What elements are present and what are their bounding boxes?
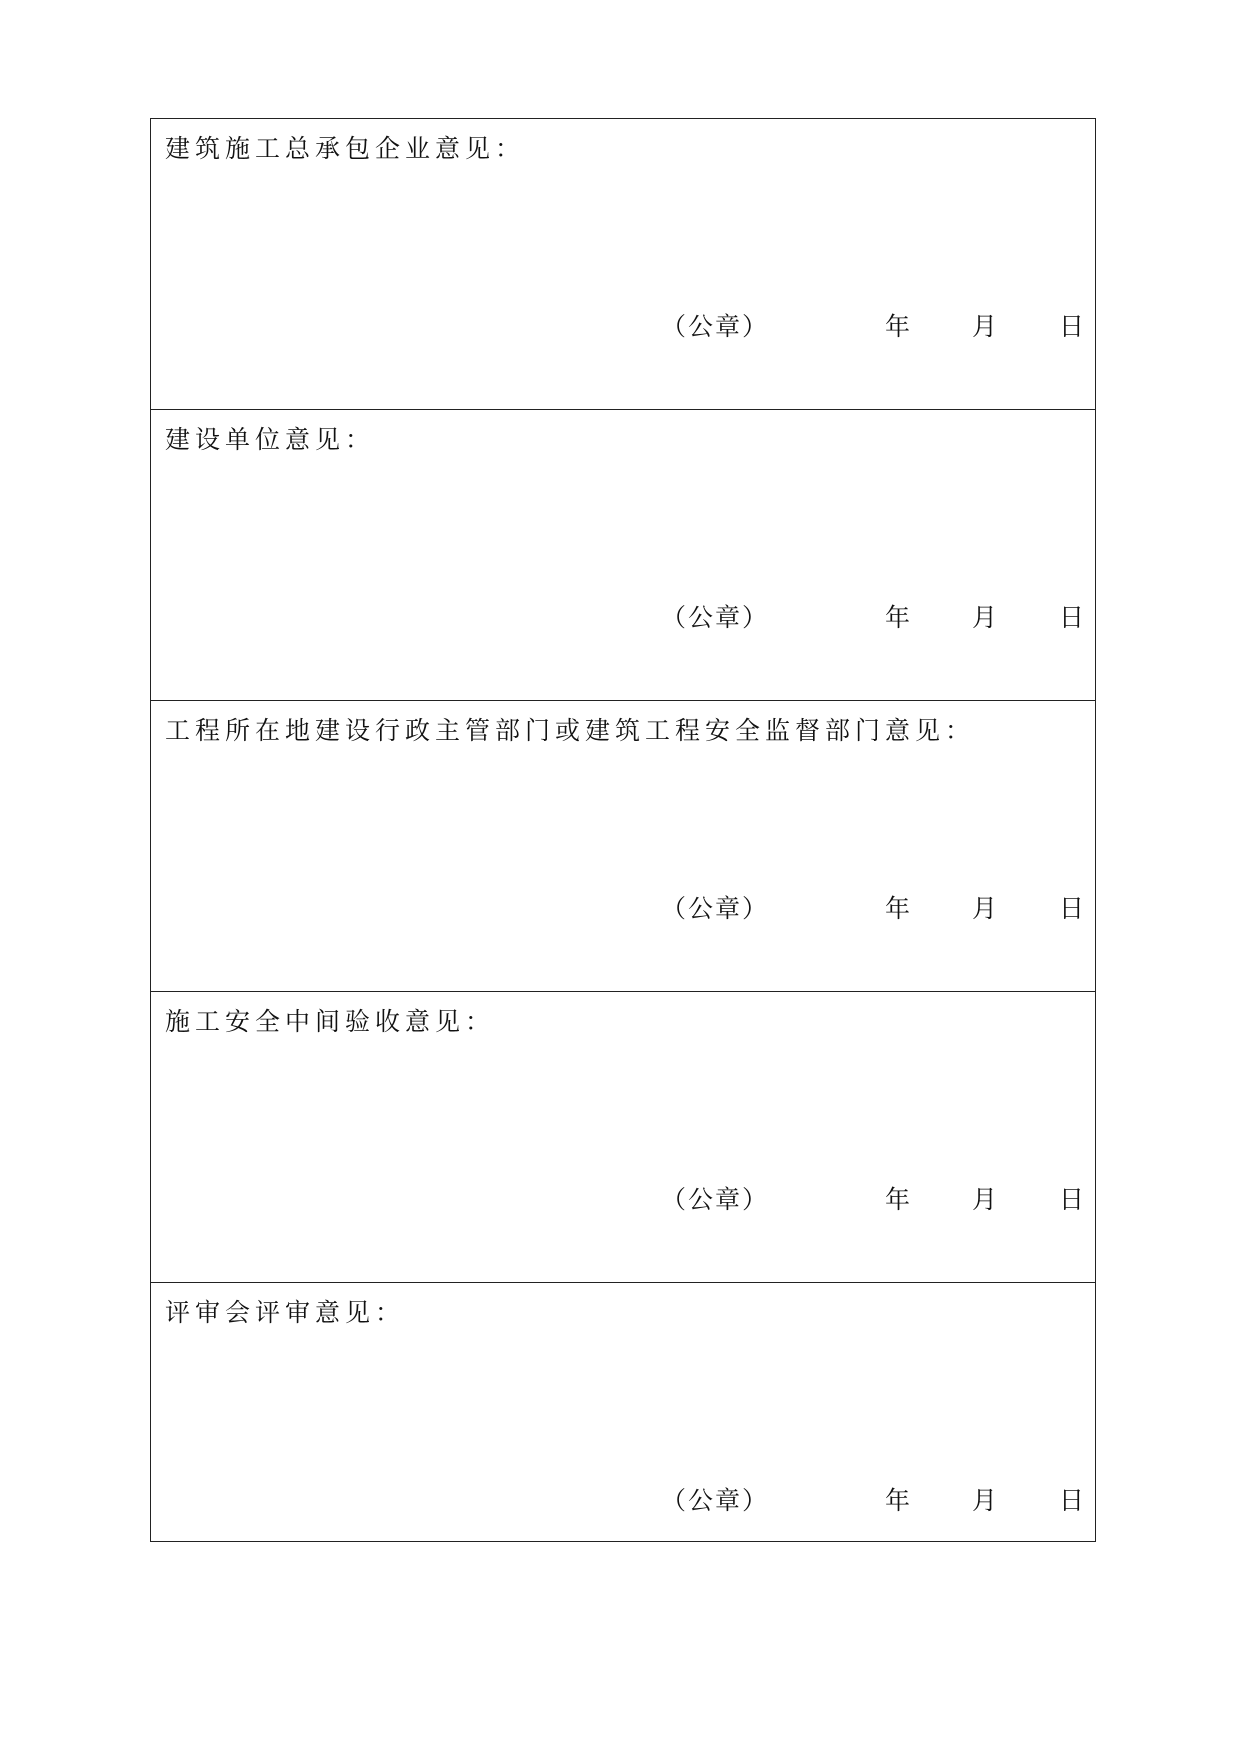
signoff-line bbox=[151, 598, 1095, 632]
signoff-line bbox=[151, 1180, 1095, 1214]
date-year-label: 年 bbox=[885, 1486, 911, 1515]
date-year-label: 年 bbox=[885, 1185, 911, 1214]
row-label: 工程所在地建设行政主管部门或建筑工程安全监督部门意见： bbox=[165, 716, 976, 745]
seal-label: （公章） bbox=[661, 312, 770, 341]
date-month-label: 月 bbox=[972, 1486, 998, 1515]
date-day-label: 日 bbox=[1059, 1486, 1085, 1515]
review-panel-opinion-row[interactable] bbox=[151, 1283, 1095, 1541]
row-label: 建设单位意见： bbox=[165, 425, 376, 454]
seal-label: （公章） bbox=[661, 1185, 770, 1214]
date-month-label: 月 bbox=[972, 603, 998, 632]
seal-label: （公章） bbox=[661, 1486, 770, 1515]
date-month-label: 月 bbox=[972, 1185, 998, 1214]
date-day-label: 日 bbox=[1059, 312, 1085, 341]
seal-label: （公章） bbox=[661, 894, 770, 923]
row-label: 施工安全中间验收意见： bbox=[165, 1007, 496, 1036]
seal-label: （公章） bbox=[661, 603, 770, 632]
date-day-label: 日 bbox=[1059, 894, 1085, 923]
date-year-label: 年 bbox=[885, 894, 911, 923]
signoff-line bbox=[151, 889, 1095, 923]
date-month-label: 月 bbox=[972, 894, 998, 923]
row-label: 评审会评审意见： bbox=[165, 1298, 406, 1327]
signoff-line bbox=[151, 1481, 1095, 1515]
row-label: 建筑施工总承包企业意见： bbox=[165, 134, 526, 163]
date-month-label: 月 bbox=[972, 312, 998, 341]
date-day-label: 日 bbox=[1059, 603, 1085, 632]
contractor-opinion-row[interactable] bbox=[151, 119, 1095, 410]
owner-opinion-row[interactable] bbox=[151, 410, 1095, 701]
date-year-label: 年 bbox=[885, 312, 911, 341]
interim-acceptance-opinion-row[interactable] bbox=[151, 992, 1095, 1283]
opinion-form-table bbox=[150, 118, 1096, 1542]
signoff-line bbox=[151, 307, 1095, 341]
authority-opinion-row[interactable] bbox=[151, 701, 1095, 992]
date-year-label: 年 bbox=[885, 603, 911, 632]
date-day-label: 日 bbox=[1059, 1185, 1085, 1214]
